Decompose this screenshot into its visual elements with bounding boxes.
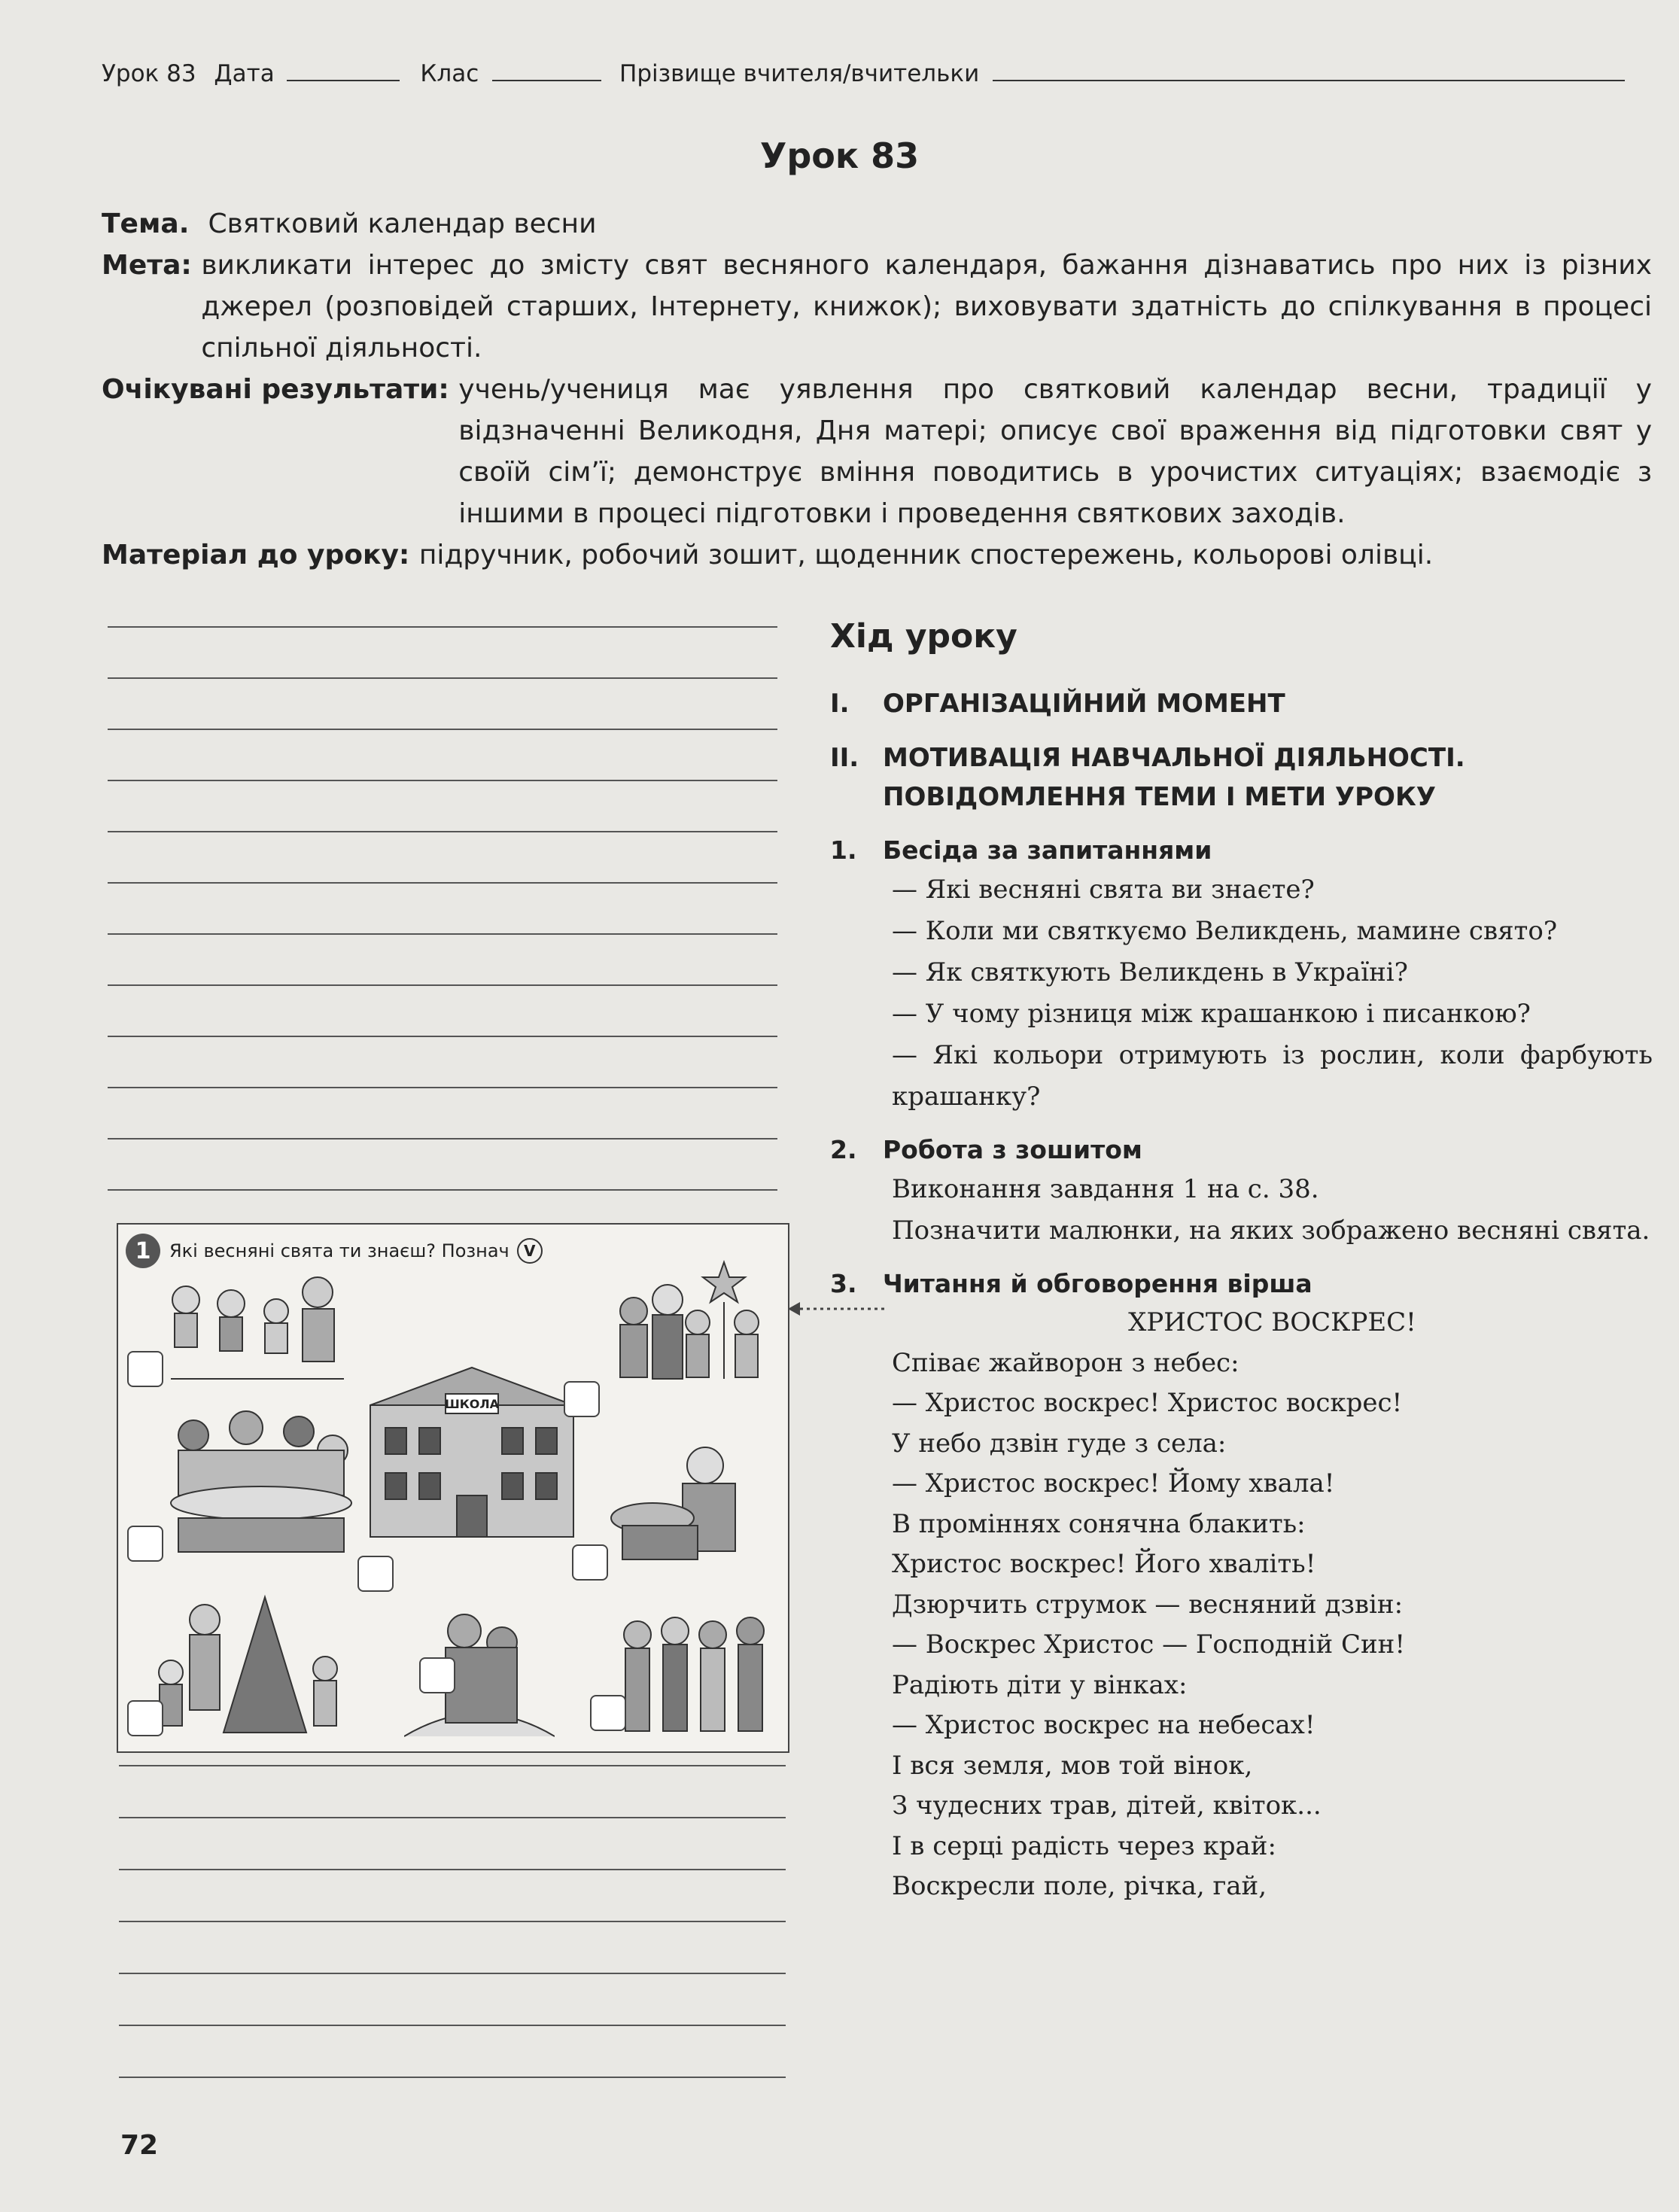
- section-number: II.: [830, 743, 859, 773]
- instruction-line: Виконання завдання 1 на с. 38.: [892, 1174, 1319, 1204]
- poem-line: В проміннях сонячна блакить:: [892, 1508, 1306, 1539]
- answer-checkbox[interactable]: [127, 1700, 163, 1736]
- note-line[interactable]: [108, 882, 777, 884]
- answer-checkbox[interactable]: [127, 1526, 163, 1562]
- goal-label: Мета: [102, 250, 181, 281]
- carolers-illustration: [604, 1258, 769, 1386]
- note-line[interactable]: [119, 1817, 786, 1818]
- note-line[interactable]: [108, 729, 777, 730]
- note-line[interactable]: [108, 1138, 777, 1139]
- note-line[interactable]: [108, 677, 777, 679]
- task-text: Які весняні свята ти знаєш? Познач: [169, 1240, 509, 1261]
- poem-line: Христос воскрес! Його хваліть!: [892, 1549, 1316, 1579]
- check-mark-icon: V: [517, 1238, 543, 1264]
- step-number: 2.: [830, 1135, 857, 1164]
- children-with-grandparent-illustration: [156, 1270, 351, 1383]
- header-teacher-label: Прізвище вчителя/вчительки: [619, 60, 980, 87]
- question-list: [830, 869, 1653, 1118]
- note-line[interactable]: [119, 1973, 786, 1974]
- page-title: Урок 83: [759, 135, 920, 176]
- task-number-badge: 1: [126, 1234, 160, 1268]
- poem-line: У небо дзвін гуде з села:: [892, 1428, 1227, 1459]
- poem-line: Воскресли поле, річка, гай,: [892, 1871, 1267, 1901]
- step-reading: [830, 1265, 1653, 1303]
- note-line[interactable]: [108, 984, 777, 986]
- answer-checkbox[interactable]: [590, 1695, 626, 1731]
- section-number: I.: [830, 689, 850, 719]
- step-workbook: [830, 1131, 1653, 1169]
- step-title: Читання й обговорення вірша: [883, 1269, 1312, 1298]
- section-title: МОТИВАЦІЯ НАВЧАЛЬНОЇ ДІЯЛЬНОСТІ. ПОВІДОМЛЕННЯ ТЕМИ І МЕТИ УРОКУ: [883, 743, 1465, 812]
- poem-line: — Христос воскрес! Христос воскрес!: [892, 1388, 1403, 1418]
- lesson-flow: [830, 617, 1653, 1907]
- poem-line: З чудесних трав, дітей, квіток...: [892, 1791, 1322, 1821]
- answer-checkbox[interactable]: [564, 1381, 600, 1417]
- answer-checkbox[interactable]: [357, 1556, 394, 1592]
- topic-row: Тема . Святковий календар весни: [102, 203, 1652, 245]
- question: — Коли ми святкуємо Великдень, мамине свято?: [892, 916, 1558, 946]
- school-illustration: [363, 1360, 581, 1541]
- goal-row: Мета : викликати інтерес до змісту свят весняного календаря, бажання дізнаватись про них із різних джерел (розповідей старших, Інтернету, книжок); виховувати здатність до спілкування в процесі спільної діяльності.: [102, 245, 1652, 369]
- family-at-table-illustration: [163, 1405, 359, 1556]
- header: [102, 59, 1644, 87]
- poem-line: І в серці радість через край:: [892, 1830, 1276, 1861]
- note-line[interactable]: [119, 1765, 786, 1766]
- header-lesson: Урок 83: [102, 60, 196, 87]
- step-conversation: [830, 832, 1653, 869]
- poem-line: Радіють діти у вінках:: [892, 1669, 1188, 1700]
- note-line[interactable]: [108, 933, 777, 935]
- poem-line: — Христос воскрес! Йому хвала!: [892, 1468, 1335, 1499]
- school-sign: ШКОЛА: [444, 1397, 500, 1411]
- results-text: учень/учениця має уявлення про святковий календар весни, традиції у відзначенні Великодня, Дня матері; описує свої враження від підготовки свят у своїй сім’ї; демонструє вміння поводитись в урочистих ситуаціях; взаємодіє з іншими в процесі підготовки і проведення святкових заходів.: [458, 374, 1652, 529]
- step-number: 1.: [830, 835, 857, 865]
- lesson-intro: [102, 203, 1652, 576]
- note-line[interactable]: [108, 1036, 777, 1037]
- topic-label: Тема: [102, 208, 179, 239]
- section-title: ОРГАНІЗАЦІЙНИЙ МОМЕНТ: [883, 689, 1285, 719]
- step-number: 3.: [830, 1269, 857, 1298]
- step-title: Робота з зошитом: [883, 1135, 1142, 1164]
- note-line[interactable]: [108, 780, 777, 781]
- note-line[interactable]: [119, 2025, 786, 2026]
- grandfather-illustration: [600, 1435, 765, 1563]
- header-class-label: Клас: [420, 60, 479, 87]
- answer-checkbox[interactable]: [127, 1351, 163, 1387]
- note-line[interactable]: [119, 1869, 786, 1870]
- page-number: 72: [120, 2130, 159, 2161]
- class-line[interactable]: [492, 59, 601, 81]
- poem-line: Дзюрчить струмок — весняний дзвін:: [892, 1589, 1404, 1620]
- instruction-line: Позначити малюнки, на яких зображено весняні свята.: [892, 1216, 1650, 1246]
- poem-title: ХРИСТОС ВОСКРЕС!: [1128, 1307, 1416, 1337]
- note-line[interactable]: [108, 1087, 777, 1088]
- section-motivation: [830, 738, 1653, 817]
- results-row: Очікувані результати : учень/учениця має уявлення про святковий календар весни, традиції у відзначенні Великодня, Дня матері; описує свої враження від підготовки свят у своїй сім’ї; демонструє вміння поводитись в урочистих ситуаціях; взаємодіє з іншими в процесі підготовки і проведення святкових заходів.: [102, 369, 1652, 534]
- poem-line: Співає жайворон з небес:: [892, 1347, 1239, 1378]
- note-line[interactable]: [108, 626, 777, 628]
- note-line[interactable]: [108, 831, 777, 832]
- poem-line: — Воскрес Христос — Господній Син!: [892, 1629, 1405, 1660]
- material-text: підручник, робочий зошит, щоденник спостережень, кольорові олівці.: [418, 540, 1434, 570]
- children-with-gifts-illustration: [607, 1605, 773, 1740]
- goal-text: викликати інтерес до змісту свят весняного календаря, бажання дізнаватись про них із різних джерел (розповідей старших, Інтернету, книжок); виховувати здатність до спілкування в процесі спільної діяльності.: [201, 250, 1652, 364]
- note-line[interactable]: [119, 1921, 786, 1922]
- date-line[interactable]: [287, 59, 400, 81]
- header-date-label: Дата: [214, 60, 275, 87]
- poem-line: І вся земля, мов той вінок,: [892, 1750, 1253, 1781]
- material-label: Матеріал до уроку: [102, 540, 399, 570]
- workbook-instructions: [830, 1169, 1653, 1252]
- new-year-tree-illustration: [141, 1590, 367, 1740]
- answer-checkbox[interactable]: [419, 1657, 455, 1693]
- lesson-flow-heading: Хід уроку: [830, 617, 1017, 656]
- topic-text: Святковий календар весни: [208, 208, 597, 239]
- note-line[interactable]: [108, 1189, 777, 1191]
- results-label: Очікувані результати: [102, 374, 439, 405]
- workbook-excerpt: [117, 1223, 789, 1753]
- workbook-task: [126, 1234, 543, 1268]
- question: — Які кольори отримують із рослин, коли фарбують крашанку?: [892, 1040, 1653, 1112]
- step-title: Бесіда за запитаннями: [883, 835, 1212, 865]
- question: — У чому різниця між крашанкою і писанкою?: [892, 999, 1531, 1029]
- teacher-line[interactable]: [993, 59, 1625, 81]
- poem-line: — Христос воскрес на небесах!: [892, 1710, 1316, 1740]
- question: — Які весняні свята ви знаєте?: [892, 875, 1315, 905]
- section-organizational: [830, 684, 1653, 723]
- material-row: Матеріал до уроку : підручник, робочий зошит, щоденник спостережень, кольорові олівці.: [102, 534, 1652, 576]
- poem: [830, 1303, 1653, 1907]
- answer-checkbox[interactable]: [572, 1544, 608, 1581]
- note-line[interactable]: [119, 2077, 786, 2078]
- question: — Як святкують Великдень в Україні?: [892, 957, 1408, 987]
